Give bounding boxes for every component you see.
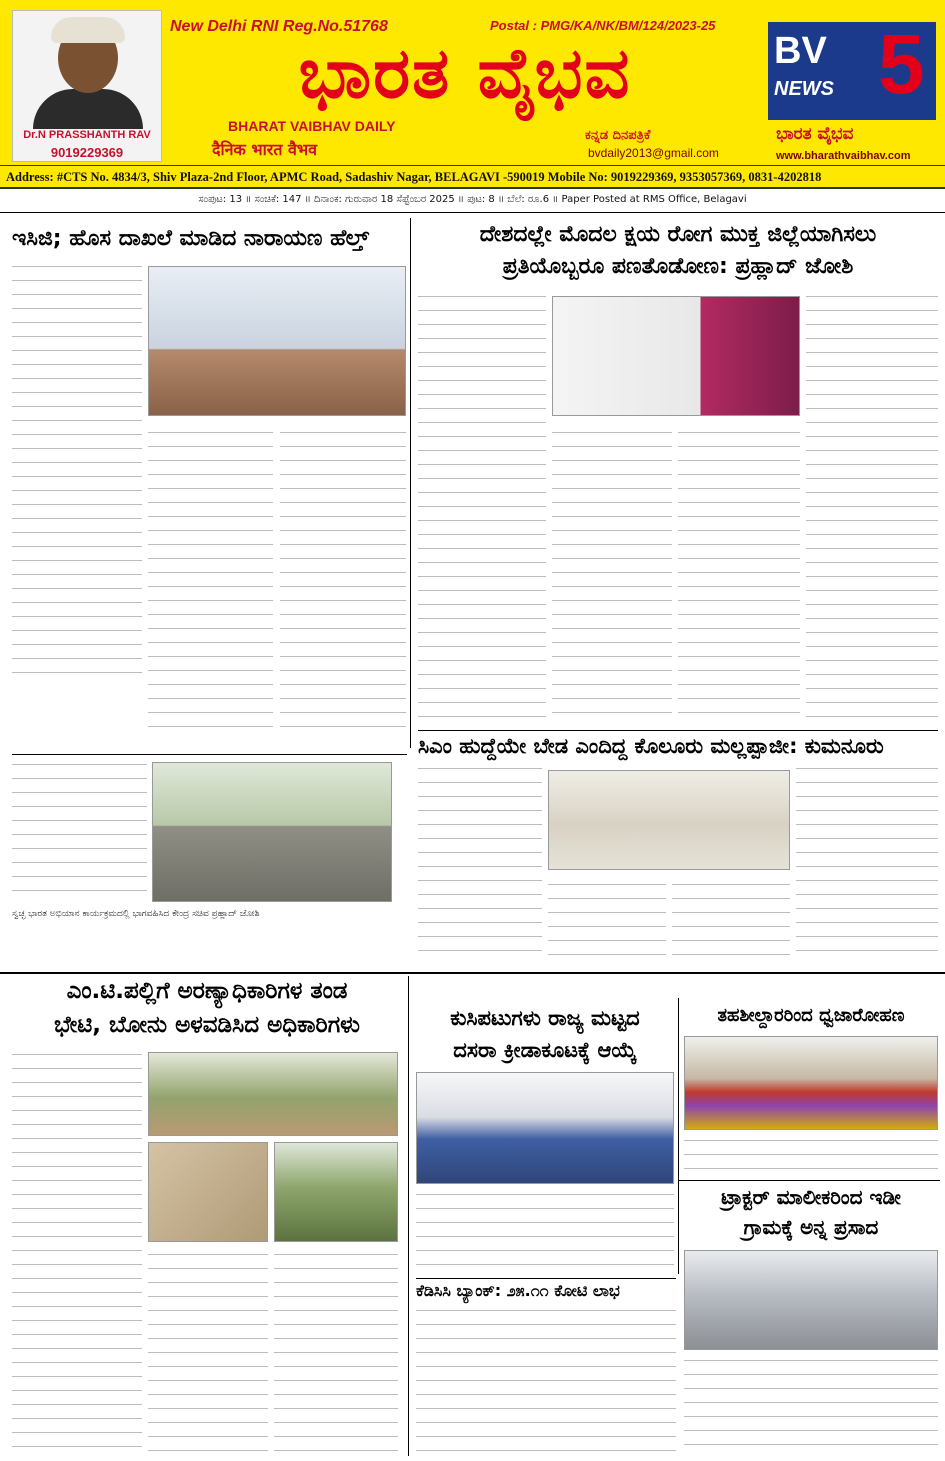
editor-portrait xyxy=(12,10,162,162)
swachh-bharat-photo xyxy=(152,762,392,902)
article-ecg-column-2 xyxy=(148,428,273,740)
kannada-daily-label: ಕನ್ನಡ ದಿನಪತ್ರಿಕೆ xyxy=(585,128,651,143)
portrait-body xyxy=(33,89,143,129)
headline-tb-free-district-line-2: ಪ್ರತಿಯೊಬ್ಬರೂ ಪಣತೊಡೋಣ: ಪ್ರಹ್ಲಾದ್ ಜೋಶಿ xyxy=(502,254,854,279)
headline-tractor-owners-line-1: ಟ್ರಾಕ್ಟರ್ ಮಾಲೀಕರಿಂದ ಇಡೀ xyxy=(721,1185,901,1209)
portrait-caption: Dr.N PRASSHANTH RAV xyxy=(23,129,151,141)
article-tb-column-3 xyxy=(678,428,800,724)
pugmark-photo xyxy=(148,1142,268,1242)
logo-five-text: 5 xyxy=(878,17,925,111)
article-tb-column-4 xyxy=(806,292,938,724)
logo-news-text: NEWS xyxy=(774,78,834,100)
logo-bv-text: BV xyxy=(774,30,827,72)
article-ecg-column-3 xyxy=(280,428,406,740)
ecg-event-photo xyxy=(148,266,406,416)
divider xyxy=(678,998,679,1274)
subtitle-english: BHARAT VAIBHAV DAILY xyxy=(228,118,396,134)
logo-kannada-text: ಭಾರತ ವೈಭವ xyxy=(776,124,854,144)
headline-cm-post: ಸಿಎಂ ಹುದ್ದೆಯೇ ಬೇಡ ಎಂದಿದ್ದ ಕೊಲೂರು ಮಲ್ಲಪ್ಪಾಜೀ: ಕುಮನೂರು xyxy=(418,734,884,758)
cage-installation-photo xyxy=(274,1142,398,1242)
postal-number: Postal : PMG/KA/NK/BM/124/2023-25 xyxy=(490,18,716,33)
article-wrestlers-text xyxy=(416,1190,674,1274)
article-swachh-column xyxy=(12,760,147,900)
article-forest-column-3 xyxy=(274,1250,398,1452)
article-cm-column-4 xyxy=(796,764,938,964)
portrait-phone: 9019229369 xyxy=(50,145,124,160)
article-flag-text xyxy=(684,1136,938,1174)
website-link[interactable]: www.bharathvaibhav.com xyxy=(776,150,911,162)
divider xyxy=(416,1278,676,1279)
bv5-news-logo xyxy=(768,17,936,120)
headline-forest-officials-line-2: ಭೇಟಿ, ಬೋನು ಅಳವಡಿಸಿದ ಅಧಿಕಾರಿಗಳು xyxy=(54,1012,360,1038)
cm-post-photo xyxy=(548,770,790,870)
wrestlers-photo xyxy=(416,1072,674,1184)
article-tb-column-2 xyxy=(552,428,672,724)
swachh-bharat-caption: ಸ್ವಚ್ಛ ಭಾರತ ಅಭಿಯಾನ ಕಾರ್ಯಕ್ರಮದಲ್ಲಿ ಭಾಗವಹಿಸಿದ ಕೇಂದ್ರ ಸಚಿವ ಪ್ರಹ್ಲಾದ್ ಜೋಶಿ xyxy=(12,909,260,919)
flag-hoisting-photo xyxy=(684,1036,938,1130)
headline-tb-free-district-line-1: ದೇಶದಲ್ಲೇ ಮೊದಲ ಕ್ಷಯ ರೋಗ ಮುಕ್ತ ಜಿಲ್ಲೆಯಾಗಿಸಲು xyxy=(479,222,877,247)
email-address[interactable]: bvdaily2013@gmail.com xyxy=(588,146,719,160)
subtitle-hindi: दैनिक भारत वैभव xyxy=(212,140,318,159)
article-kdcc-text xyxy=(416,1306,676,1452)
dateline: ಸಂಪುಟ: 13 ॥ ಸಂಚಿಕೆ: 147 ॥ ದಿನಾಂಕ: ಗುರುವಾರ 18 ಸೆಪ್ಟೆಂಬರ 2025 ॥ ಪುಟ: 8 ॥ ಬೆಲೆ: ರೂ.6 ॥ Paper Posted at RMS Office, Belagavi xyxy=(198,194,747,205)
article-cm-column-2 xyxy=(548,880,666,966)
article-forest-column-2 xyxy=(148,1250,268,1452)
headline-wrestlers-line-1: ಕುಸಿಪಟುಗಳು ರಾಜ್ಯ ಮಟ್ಟದ xyxy=(450,1006,640,1030)
divider xyxy=(0,212,945,213)
article-cm-column-1 xyxy=(418,764,542,964)
article-tractor-text xyxy=(684,1356,938,1452)
headline-tractor-owners-line-2: ಗ್ರಾಮಕ್ಕೆ ಅನ್ನ ಪ್ರಸಾದ xyxy=(743,1215,879,1239)
rni-number: New Delhi RNI Reg.No.51768 xyxy=(170,18,388,35)
divider xyxy=(678,1180,940,1181)
divider xyxy=(12,754,407,755)
headline-wrestlers-line-2: ದಸರಾ ಕ್ರೀಡಾಕೂಟಕ್ಕೆ ಆಯ್ಕೆ xyxy=(453,1038,637,1062)
headline-forest-officials-line-1: ಎಂ.ಟಿ.ಪಲ್ಲಿಗೆ ಅರಣ್ಯಾಧಿಕಾರಿಗಳ ತಂಡ xyxy=(66,978,348,1004)
article-tb-column-1 xyxy=(418,292,546,724)
divider xyxy=(408,976,409,1456)
article-forest-column-1 xyxy=(12,1050,142,1452)
divider xyxy=(410,218,411,748)
article-ecg-column-1 xyxy=(12,262,142,682)
headline-flag-hoisting: ತಹಶೀಲ್ದಾರರಿಂದ ಧ್ವಜಾರೋಹಣ xyxy=(717,1005,905,1026)
forest-officials-photo xyxy=(148,1052,398,1136)
headline-ecg-record: ಇಸಿಜಿ; ಹೊಸ ದಾಖಲೆ ಮಾಡಿದ ನಾರಾಯಣ ಹೆಲ್ತ್ xyxy=(12,226,369,251)
newspaper-title: ಭಾರತ ವೈಭವ xyxy=(298,32,632,114)
divider xyxy=(0,972,945,974)
article-cm-column-3 xyxy=(672,880,790,966)
tb-event-photo xyxy=(552,296,800,416)
divider xyxy=(418,730,938,731)
portrait-turban xyxy=(51,17,125,43)
tractor-owners-photo xyxy=(684,1250,938,1350)
headline-kdcc-bank: ಕೆಡಿಸಿಸಿ ಬ್ಯಾಂಕ್: ೨೫.೧೧ ಕೋಟಿ ಲಾಭ xyxy=(416,1281,620,1300)
address-bar: Address: #CTS No. 4834/3, Shiv Plaza-2nd Floor, APMC Road, Sadashiv Nagar, BELAGAVI -590019 Mobile No: 9019229369, 9353057369, 0831-4202818 xyxy=(0,165,945,189)
